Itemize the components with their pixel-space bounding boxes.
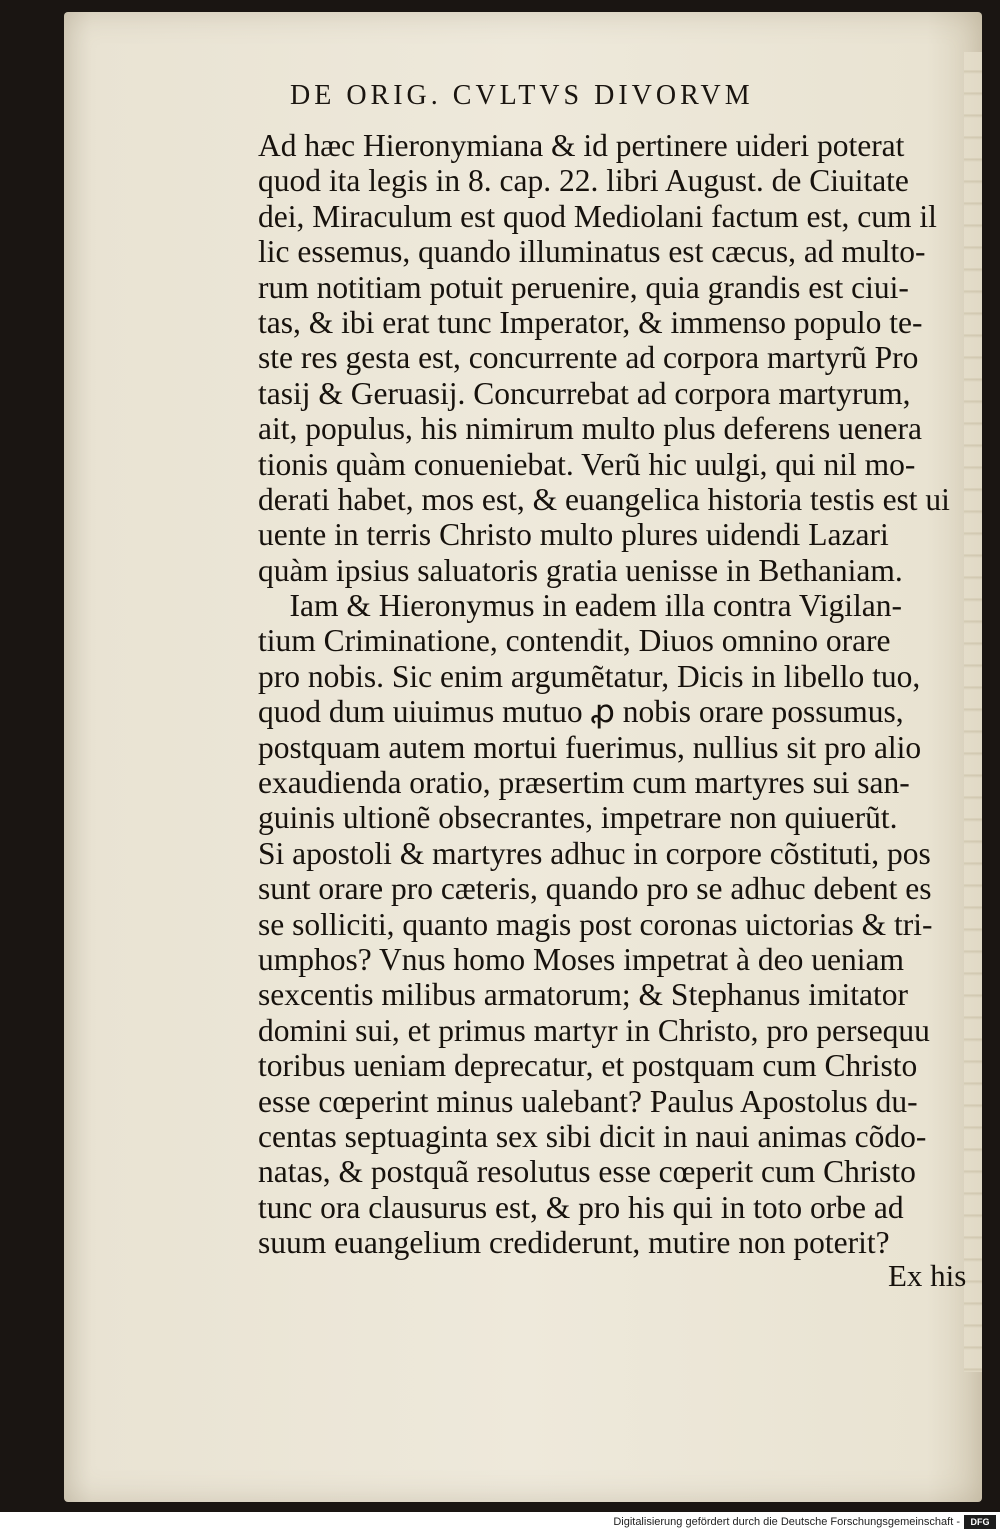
text-line: Si apostoli & martyres adhuc in corpore cõstituti, pos <box>258 835 931 871</box>
text-line: guinis ultionẽ obsecrantes, impetrare non quiuerũt. <box>258 800 898 836</box>
text-line: natas, & postquã resolutus esse cœperit cum Christo <box>258 1154 916 1190</box>
text-line: domini sui, et primus martyr in Christo, pro persequu <box>258 1012 930 1048</box>
text-line: Iam & Hieronymus in eadem illa contra Vigilan- <box>258 588 902 624</box>
text-line: dei, Miraculum est quod Mediolani factum est, cum il <box>258 198 937 234</box>
body-text <box>258 128 978 1261</box>
text-line: tunc ora clausurus est, & pro his qui in toto orbe ad <box>258 1189 904 1225</box>
text-line: tas, & ibi erat tunc Imperator, & immenso populo te- <box>258 304 923 340</box>
text-line: pro nobis. Sic enim argumẽtatur, Dicis in libello tuo, <box>258 658 921 694</box>
footer-credit: Digitalisierung gefördert durch die Deutsche Forschungsgemeinschaft - <box>613 1516 960 1528</box>
text-line: ait, populus, his nimirum multo plus deferens uenera <box>258 411 923 447</box>
text-line: toribus ueniam deprecatur, et postquam cum Christo <box>258 1048 918 1084</box>
text-line: uente in terris Christo multo plures uidendi Lazari <box>258 517 889 553</box>
dfg-logo: DFG <box>964 1515 996 1529</box>
text-line: quàm ipsius saluatoris gratia uenisse in Bethaniam. <box>258 552 903 588</box>
text-line: sunt orare pro cæteris, quando pro se adhuc debent es <box>258 871 932 907</box>
footer-bar <box>0 1512 1000 1532</box>
text-line: ste res gesta est, concurrente ad corpora martyrũ Pro <box>258 340 919 376</box>
text-line: exaudienda oratio, præsertim cum martyres sui san- <box>258 765 910 801</box>
text-line: rum notitiam potuit peruenire, quia grandis est ciui- <box>258 269 909 305</box>
text-line: centas septuaginta sex sibi dicit in naui animas cõdo- <box>258 1118 927 1154</box>
text-line: lic essemus, quando illuminatus est cæcus, ad multo- <box>258 234 926 270</box>
text-line: postquam autem mortui fuerimus, nullius sit pro alio <box>258 729 922 765</box>
text-line: tasij & Geruasij. Concurrebat ad corpora martyrum, <box>258 375 911 411</box>
running-head: DE ORIG. CVLTVS DIVORVM <box>290 80 754 111</box>
text-line: Ad hæc Hieronymiana & id pertinere uideri poterat <box>258 128 905 163</box>
text-line: suum euangelium crediderunt, mutire non poterit? <box>258 1225 890 1261</box>
text-line: quod ita legis in 8. cap. 22. libri August. de Ciuitate <box>258 163 909 199</box>
text-line: sexcentis milibus armatorum; & Stephanus imitator <box>258 977 909 1013</box>
catchword: Ex his <box>888 1258 967 1293</box>
text-line: umphos? Vnus homo Moses impetrat à deo ueniam <box>258 941 904 977</box>
text-line: se solliciti, quanto magis post coronas uictorias & tri- <box>258 906 933 942</box>
text-line: derati habet, mos est, & euangelica historia testis est ui <box>258 481 950 517</box>
text-line: esse cœperint minus ualebant? Paulus Apostolus du- <box>258 1083 918 1119</box>
text-line: tium Criminatione, contendit, Diuos omnino orare <box>258 623 891 659</box>
text-line: tionis quàm conueniebat. Verũ hic uulgi, qui nil mo- <box>258 446 916 482</box>
text-line: quod dum uiuimus mutuo ꝓ nobis orare possumus, <box>258 694 904 730</box>
